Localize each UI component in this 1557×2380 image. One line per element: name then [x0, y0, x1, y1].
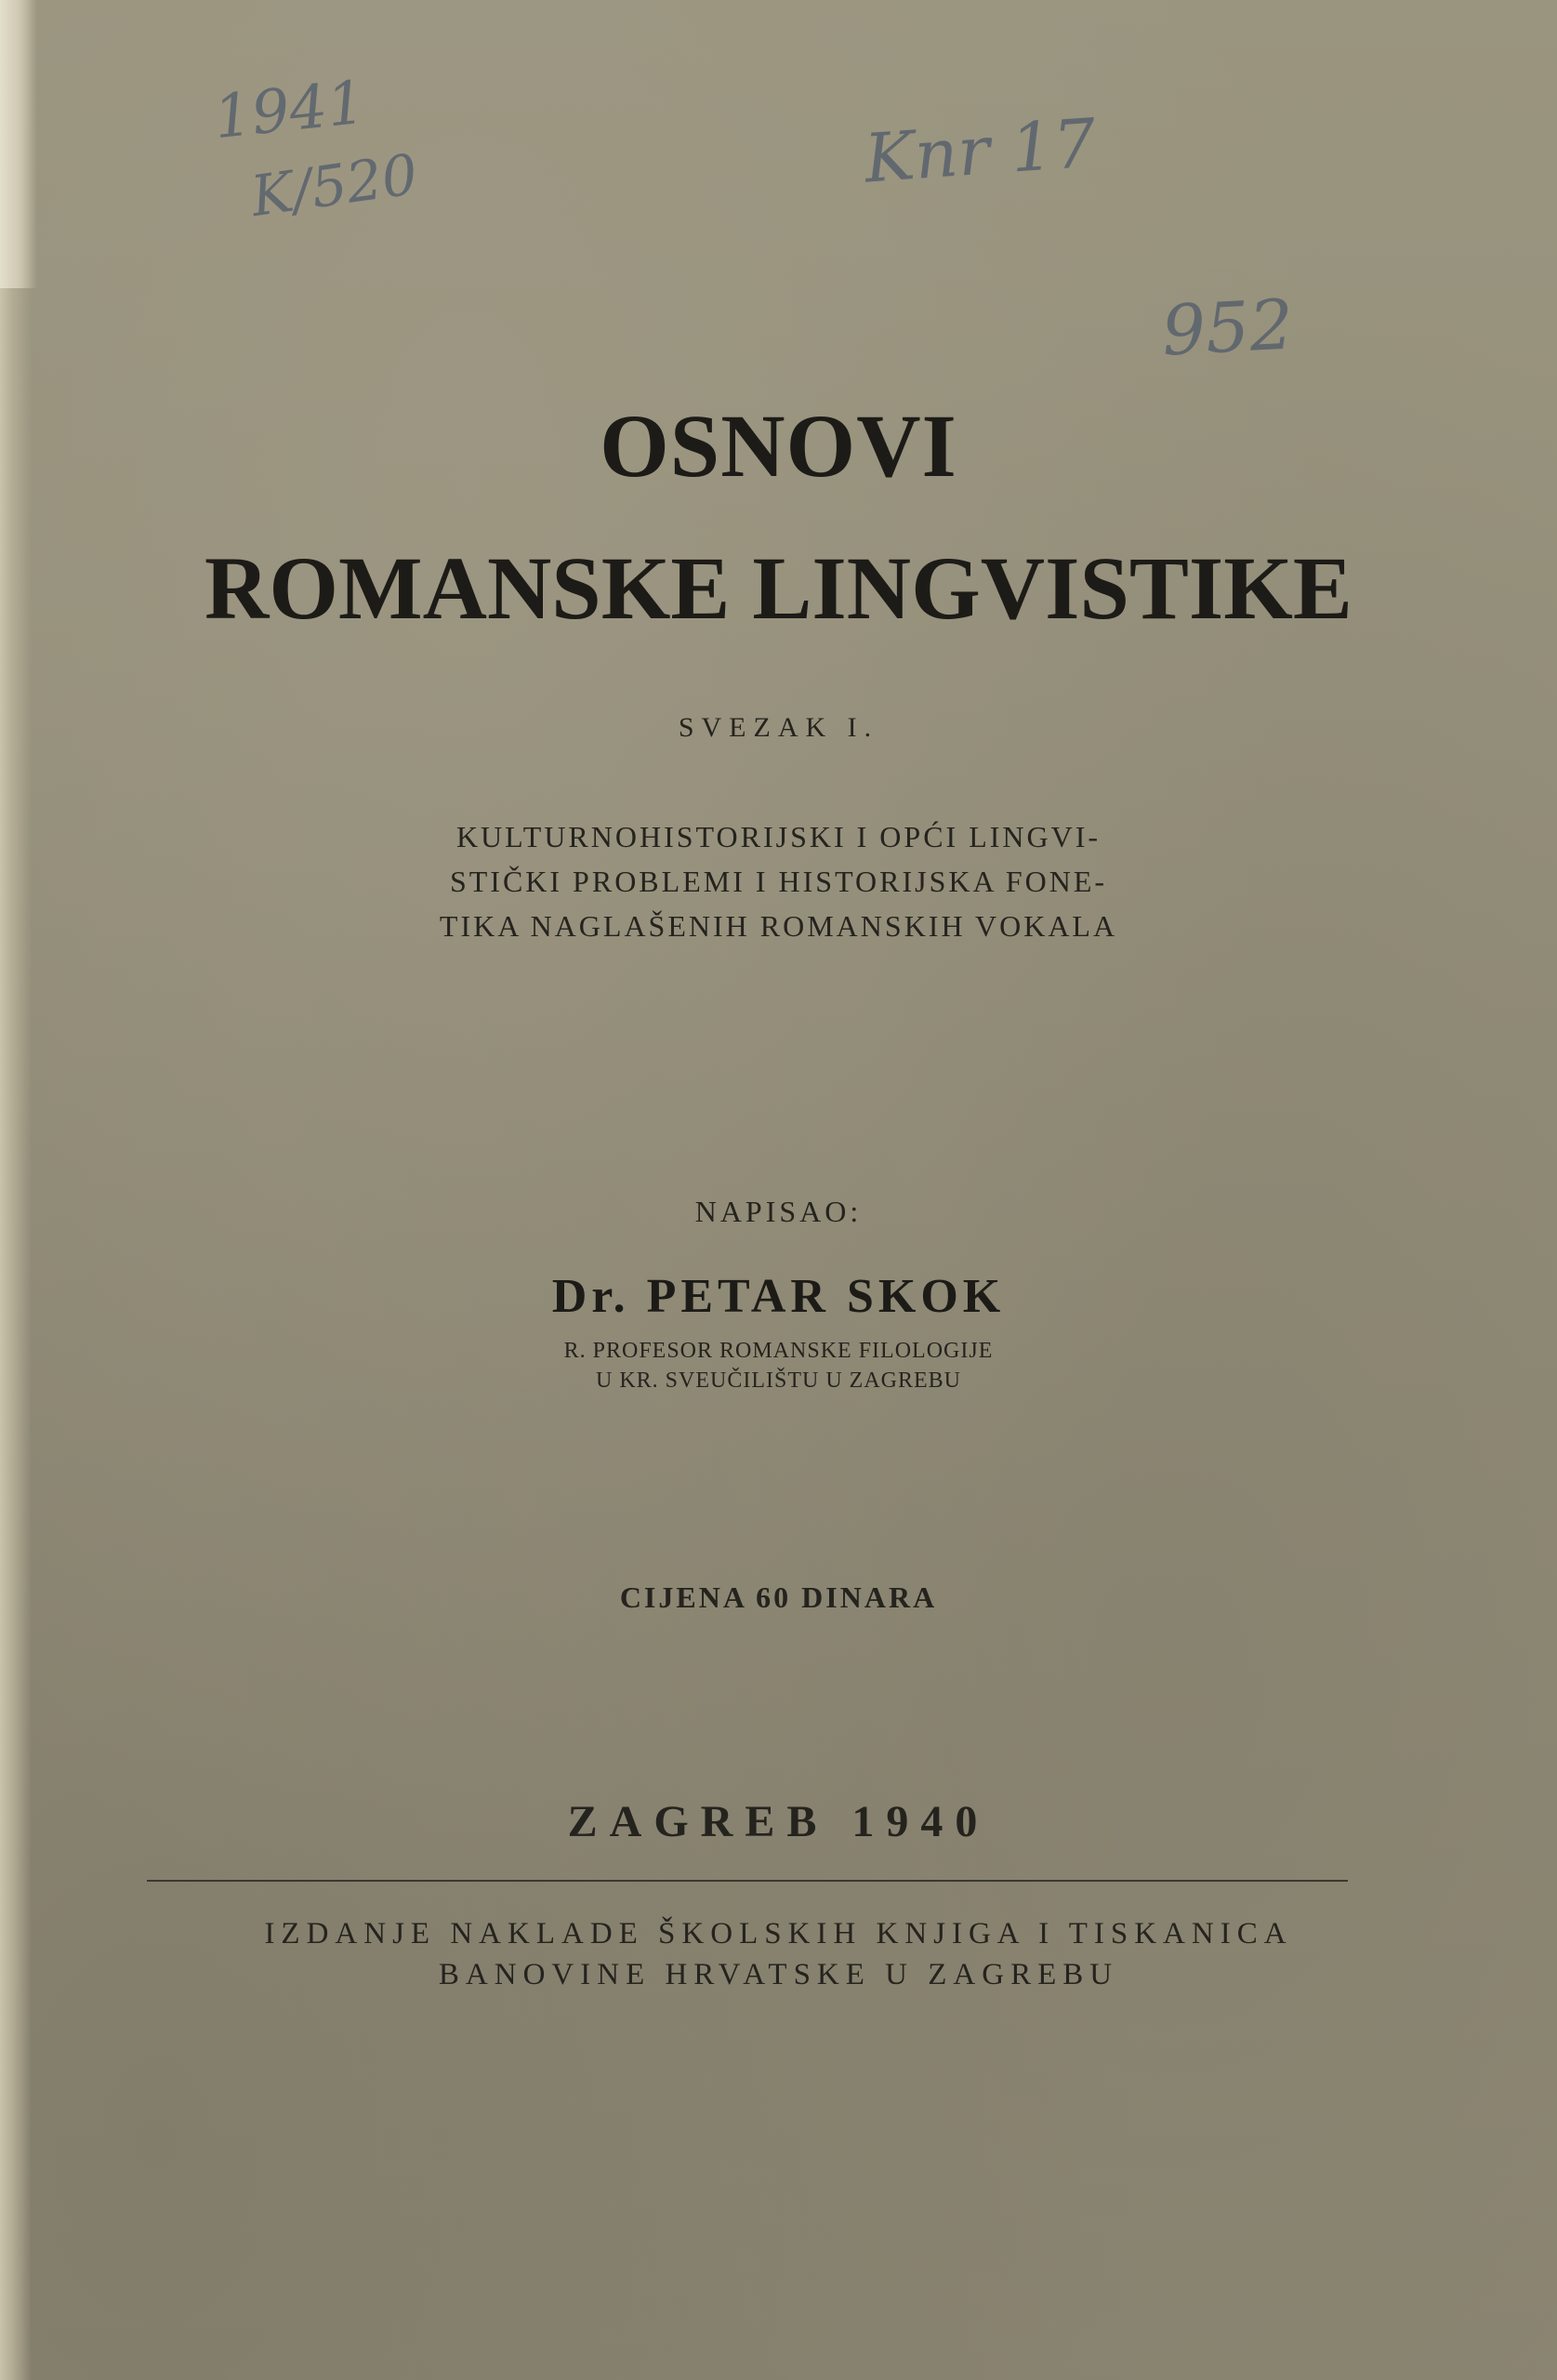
subtitle-line-1: KULTURNOHISTORIJSKI I OPĆI LINGVI-: [455, 820, 1102, 853]
worn-spine-edge: [0, 0, 32, 2380]
handwritten-note-2: K/520: [247, 141, 422, 231]
volume-label: SVEZAK I.: [678, 712, 879, 743]
horizontal-divider: [147, 1880, 1348, 1882]
subtitle: [0, 814, 1557, 948]
handwritten-note-3: Knr 17: [862, 103, 1099, 198]
place-and-year: ZAGREB 1940: [567, 1797, 990, 1846]
subtitle-line-3: TIKA NAGLAŠENIH ROMANSKIH VOKALA: [439, 909, 1118, 943]
written-by-label: NAPISAO:: [694, 1195, 863, 1228]
author-title-line-1: R. PROFESOR ROMANSKE FILOLOGIJE: [563, 1339, 994, 1363]
handwritten-note-1: 1941: [210, 68, 369, 153]
price-label: CIJENA 60 DINARA: [619, 1580, 938, 1614]
publisher-line-1: IZDANJE NAKLADE ŠKOLSKIH KNJIGA I TISKANICA: [264, 1917, 1293, 1950]
subtitle-line-2: STIČKI PROBLEMI I HISTORIJSKA FONE-: [449, 865, 1108, 898]
author-name: Dr. PETAR SKOK: [551, 1270, 1006, 1323]
author-title-line-2: U KR. SVEUČILIŠTU U ZAGREBU: [596, 1368, 961, 1393]
book-title-line-2: ROMANSKE LINGVISTIKE: [205, 538, 1352, 638]
publisher-line-2: BANOVINE HRVATSKE U ZAGREBU: [438, 1958, 1119, 1991]
book-title-line-1: OSNOVI: [600, 396, 957, 496]
handwritten-note-4: 952: [1159, 284, 1296, 372]
author-title: [0, 1336, 1557, 1395]
torn-paper-edge: [0, 0, 37, 288]
publisher-info: [0, 1913, 1557, 1995]
